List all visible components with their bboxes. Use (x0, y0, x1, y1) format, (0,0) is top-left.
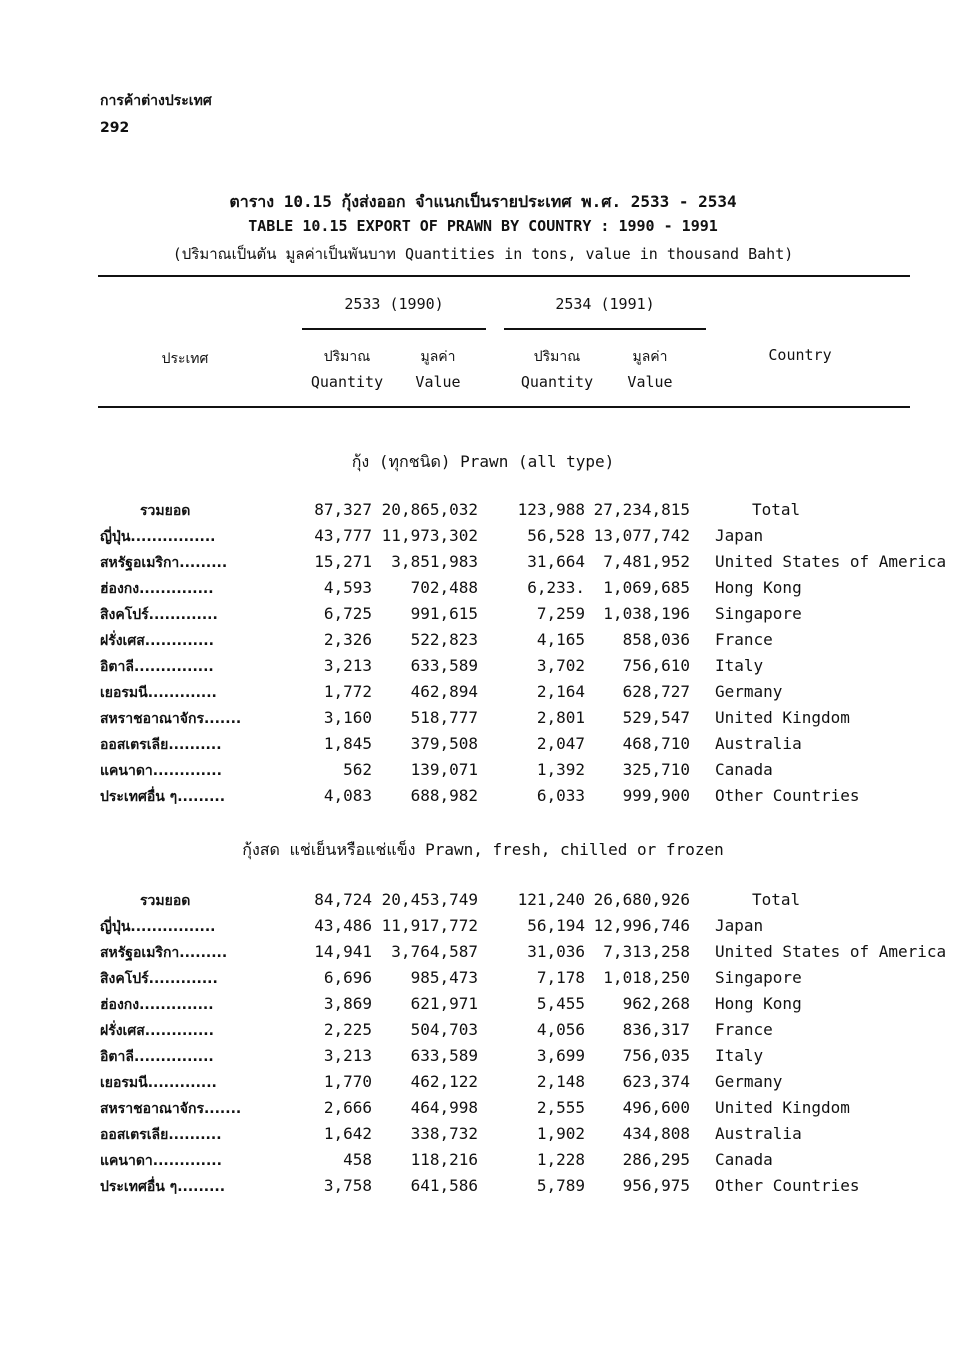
quantity-1990-cell: 6,725 (323, 604, 372, 623)
value-1991-cell: 7,481,952 (603, 552, 690, 571)
table-row (0, 916, 966, 942)
value-1990-cell: 3,851,983 (391, 552, 478, 571)
country-thai-cell: รวมยอด (140, 503, 191, 519)
table-row (0, 968, 966, 994)
country-thai-cell: ฮ่องกง.............. (100, 581, 214, 597)
table-row (0, 1098, 966, 1124)
table-row (0, 630, 966, 656)
value-1991-cell: 325,710 (622, 760, 690, 779)
value-1991-cell: 529,547 (622, 708, 690, 727)
country-english-cell: Total (752, 500, 801, 519)
table-row (0, 734, 966, 760)
quantity-1991-cell: 3,699 (536, 1046, 585, 1065)
country-thai-cell: ออสเตรเลีย.......... (100, 737, 222, 753)
quantity-1990-cell: 1,845 (323, 734, 372, 753)
quantity-1991-cell: 1,902 (536, 1124, 585, 1143)
quantity-1990-cell: 458 (343, 1150, 372, 1169)
value-1991-cell: 468,710 (622, 734, 690, 753)
value-1991-cell: 7,313,258 (603, 942, 690, 961)
quantity-1991-cell: 4,056 (536, 1020, 585, 1039)
value-1990-cell: 139,071 (410, 760, 478, 779)
country-english-cell: Other Countries (715, 1176, 860, 1195)
value-1991-cell: 836,317 (622, 1020, 690, 1039)
quantity-1990-cell: 1,770 (323, 1072, 372, 1091)
country-thai-cell: เยอรมนี............. (100, 685, 217, 701)
quantity-1990-cell: 3,869 (323, 994, 372, 1013)
country-thai-cell: ฝรั่งเศส............. (100, 1023, 214, 1039)
table-title-thai: ตาราง 10.15 กุ้งส่งออก จำแนกเป็นรายประเทศ พ.ศ. 2533 - 2534 (229, 192, 737, 211)
year-1990-underline (302, 328, 486, 330)
table-row (0, 552, 966, 578)
value-1990-cell: 633,589 (410, 1046, 478, 1065)
year-1990-header: 2533 (1990) (344, 295, 444, 313)
quantity-1990-cell: 4,083 (323, 786, 372, 805)
value-1991-cell: 962,268 (622, 994, 690, 1013)
country-thai-cell: สหรัฐอเมริกา......... (100, 945, 228, 961)
quantity-1990-cell: 14,941 (314, 942, 372, 961)
table-row (0, 526, 966, 552)
country-thai-cell: ออสเตรเลีย.......... (100, 1127, 222, 1143)
quantity-1990-cell: 3,213 (323, 1046, 372, 1065)
country-thai-cell: สิงคโปร์............. (100, 607, 218, 623)
table-row (0, 1020, 966, 1046)
value-1990-cell: 462,122 (410, 1072, 478, 1091)
value-1991-cell: 999,900 (622, 786, 690, 805)
table-row (0, 994, 966, 1020)
value-1990-cell: 20,453,749 (381, 890, 478, 909)
quantity-1991-cell: 5,789 (536, 1176, 585, 1195)
country-english-cell: Canada (715, 1150, 773, 1169)
country-thai-cell: สิงคโปร์............. (100, 971, 218, 987)
value-1990-cell: 688,982 (410, 786, 478, 805)
value-1991-cell: 27,234,815 (593, 500, 690, 519)
country-thai-cell: ญี่ปุ่น................ (100, 919, 216, 935)
page-number: 292 (100, 120, 130, 136)
value-1991-cell: 1,069,685 (603, 578, 690, 597)
value-1990-cell: 464,998 (410, 1098, 478, 1117)
country-english-cell: France (715, 1020, 773, 1039)
quantity-1991-cell: 6,033 (536, 786, 585, 805)
table-row-total (0, 890, 966, 916)
table-units-note: (ปริมาณเป็นตัน มูลค่าเป็นพันบาท Quantities in tons, value in thousand Baht) (172, 245, 794, 263)
country-english-cell: Germany (715, 682, 783, 701)
table-row (0, 760, 966, 786)
year-1991-header: 2534 (1991) (555, 295, 655, 313)
value-1990-cell: 11,917,772 (381, 916, 478, 935)
value-1991-cell: 956,975 (622, 1176, 690, 1195)
quantity-1991-cell: 31,664 (527, 552, 585, 571)
value-1991-cell: 756,610 (622, 656, 690, 675)
value-1990-cell: 985,473 (410, 968, 478, 987)
section-title: กุ้ง (ทุกชนิด) Prawn (all type) (351, 452, 615, 471)
quantity-1990-cell: 3,213 (323, 656, 372, 675)
value-1990-cell: 641,586 (410, 1176, 478, 1195)
quantity-1991-cell: 2,555 (536, 1098, 585, 1117)
country-thai-cell: สหรัฐอเมริกา......... (100, 555, 228, 571)
country-thai-header: ประเทศ (161, 351, 209, 367)
table-title-english: TABLE 10.15 EXPORT OF PRAWN BY COUNTRY : 1990 - 1991 (248, 217, 718, 235)
country-english-cell: Total (752, 890, 801, 909)
section-title: กุ้งสด แช่เย็นหรือแช่แข็ง Prawn, fresh, chilled or frozen (242, 840, 724, 859)
quantity-1991-cell: 2,148 (536, 1072, 585, 1091)
table-row (0, 942, 966, 968)
value-1990-cell: 518,777 (410, 708, 478, 727)
table-row (0, 604, 966, 630)
country-thai-cell: อิตาลี............... (100, 659, 214, 675)
quantity-1991-cell: 56,528 (527, 526, 585, 545)
value-1990-cell: 11,973,302 (381, 526, 478, 545)
country-thai-cell: ฮ่องกง.............. (100, 997, 214, 1013)
table-row (0, 708, 966, 734)
quantity-1990-cell: 84,724 (314, 890, 372, 909)
quantity-1990-cell: 562 (343, 760, 372, 779)
quantity-1990-cell: 15,271 (314, 552, 372, 571)
quantity-1990-cell: 1,642 (323, 1124, 372, 1143)
quantity-1990-cell: 3,160 (323, 708, 372, 727)
country-english-cell: Canada (715, 760, 773, 779)
table-row (0, 656, 966, 682)
country-english-cell: United Kingdom (715, 1098, 850, 1117)
country-english-cell: Singapore (715, 968, 802, 987)
country-english-cell: Australia (715, 1124, 802, 1143)
quantity-1991-cell: 5,455 (536, 994, 585, 1013)
value-1990-cell: 462,894 (410, 682, 478, 701)
quantity-1990-cell: 43,486 (314, 916, 372, 935)
value-1990-cell: 504,703 (410, 1020, 478, 1039)
quantity-1990-cell: 1,772 (323, 682, 372, 701)
quantity-1991-cell: 56,194 (527, 916, 585, 935)
qty-1990-header: Quantity (310, 373, 384, 391)
value-1991-cell: 13,077,742 (593, 526, 690, 545)
country-thai-cell: แคนาดา............. (100, 1153, 222, 1169)
quantity-1991-cell: 3,702 (536, 656, 585, 675)
value-1990-cell: 3,764,587 (391, 942, 478, 961)
value-1990-cell: 522,823 (410, 630, 478, 649)
table-row (0, 1124, 966, 1150)
country-english-cell: United States of America (715, 552, 947, 571)
country-english-cell: United Kingdom (715, 708, 850, 727)
quantity-1990-cell: 87,327 (314, 500, 372, 519)
value-1991-cell: 26,680,926 (593, 890, 690, 909)
quantity-1991-cell: 31,036 (527, 942, 585, 961)
val-1991-header: Value (627, 373, 673, 391)
country-thai-cell: ญี่ปุ่น................ (100, 529, 216, 545)
table-row (0, 682, 966, 708)
table-row (0, 786, 966, 812)
value-1990-cell: 338,732 (410, 1124, 478, 1143)
table-row (0, 1046, 966, 1072)
quantity-1990-cell: 43,777 (314, 526, 372, 545)
value-1990-cell: 379,508 (410, 734, 478, 753)
quantity-1991-cell: 121,240 (517, 890, 585, 909)
country-english-cell: Hong Kong (715, 994, 802, 1013)
value-1991-cell: 1,038,196 (603, 604, 690, 623)
quantity-1991-cell: 2,164 (536, 682, 585, 701)
quantity-1990-cell: 2,225 (323, 1020, 372, 1039)
country-thai-cell: อิตาลี............... (100, 1049, 214, 1065)
value-1990-cell: 20,865,032 (381, 500, 478, 519)
val-1990-header: Value (415, 373, 461, 391)
value-1991-cell: 434,808 (622, 1124, 690, 1143)
header-bottom-rule (98, 406, 910, 408)
country-thai-cell: ประเทศอื่น ๆ......... (100, 1179, 226, 1195)
value-1991-cell: 756,035 (622, 1046, 690, 1065)
quantity-1990-cell: 4,593 (323, 578, 372, 597)
quantity-1990-cell: 6,696 (323, 968, 372, 987)
country-english-header: Country (768, 346, 832, 364)
value-1991-cell: 628,727 (622, 682, 690, 701)
country-english-cell: Other Countries (715, 786, 860, 805)
quantity-1990-cell: 3,758 (323, 1176, 372, 1195)
quantity-1991-cell: 4,165 (536, 630, 585, 649)
table-top-rule (98, 275, 910, 277)
value-1991-cell: 496,600 (622, 1098, 690, 1117)
country-thai-cell: สหราชอาณาจักร....... (100, 1101, 242, 1117)
quantity-1991-cell: 7,259 (536, 604, 585, 623)
quantity-1991-cell: 2,047 (536, 734, 585, 753)
value-1991-cell: 623,374 (622, 1072, 690, 1091)
quantity-1991-cell: 123,988 (517, 500, 585, 519)
country-english-cell: Italy (715, 1046, 764, 1065)
table-row (0, 1176, 966, 1202)
value-1990-cell: 991,615 (410, 604, 478, 623)
qty-1991-thai-header: ปริมาณ (533, 349, 581, 365)
value-1990-cell: 118,216 (410, 1150, 478, 1169)
val-1990-thai-header: มูลค่า (420, 349, 456, 365)
table-row (0, 1072, 966, 1098)
country-english-cell: France (715, 630, 773, 649)
country-thai-cell: เยอรมนี............. (100, 1075, 217, 1091)
value-1991-cell: 12,996,746 (593, 916, 690, 935)
country-english-cell: United States of America (715, 942, 947, 961)
quantity-1991-cell: 1,228 (536, 1150, 585, 1169)
country-english-cell: Australia (715, 734, 802, 753)
value-1991-cell: 286,295 (622, 1150, 690, 1169)
value-1990-cell: 702,488 (410, 578, 478, 597)
quantity-1991-cell: 7,178 (536, 968, 585, 987)
quantity-1990-cell: 2,666 (323, 1098, 372, 1117)
quantity-1990-cell: 2,326 (323, 630, 372, 649)
section-header: การค้าต่างประเทศ (100, 93, 212, 109)
country-english-cell: Hong Kong (715, 578, 802, 597)
country-thai-cell: รวมยอด (140, 893, 191, 909)
country-thai-cell: แคนาดา............. (100, 763, 222, 779)
table-row (0, 1150, 966, 1176)
country-thai-cell: ฝรั่งเศส............. (100, 633, 214, 649)
year-1991-underline (504, 328, 706, 330)
country-english-cell: Japan (715, 526, 764, 545)
qty-1991-header: Quantity (520, 373, 594, 391)
quantity-1991-cell: 6,233. (527, 578, 585, 597)
quantity-1991-cell: 1,392 (536, 760, 585, 779)
val-1991-thai-header: มูลค่า (632, 349, 668, 365)
country-english-cell: Germany (715, 1072, 783, 1091)
country-thai-cell: สหราชอาณาจักร....... (100, 711, 242, 727)
table-row (0, 578, 966, 604)
value-1991-cell: 858,036 (622, 630, 690, 649)
value-1990-cell: 621,971 (410, 994, 478, 1013)
value-1991-cell: 1,018,250 (603, 968, 690, 987)
country-english-cell: Italy (715, 656, 764, 675)
quantity-1991-cell: 2,801 (536, 708, 585, 727)
country-thai-cell: ประเทศอื่น ๆ......... (100, 789, 226, 805)
value-1990-cell: 633,589 (410, 656, 478, 675)
country-english-cell: Japan (715, 916, 764, 935)
table-row-total (0, 500, 966, 526)
qty-1990-thai-header: ปริมาณ (323, 349, 371, 365)
country-english-cell: Singapore (715, 604, 802, 623)
